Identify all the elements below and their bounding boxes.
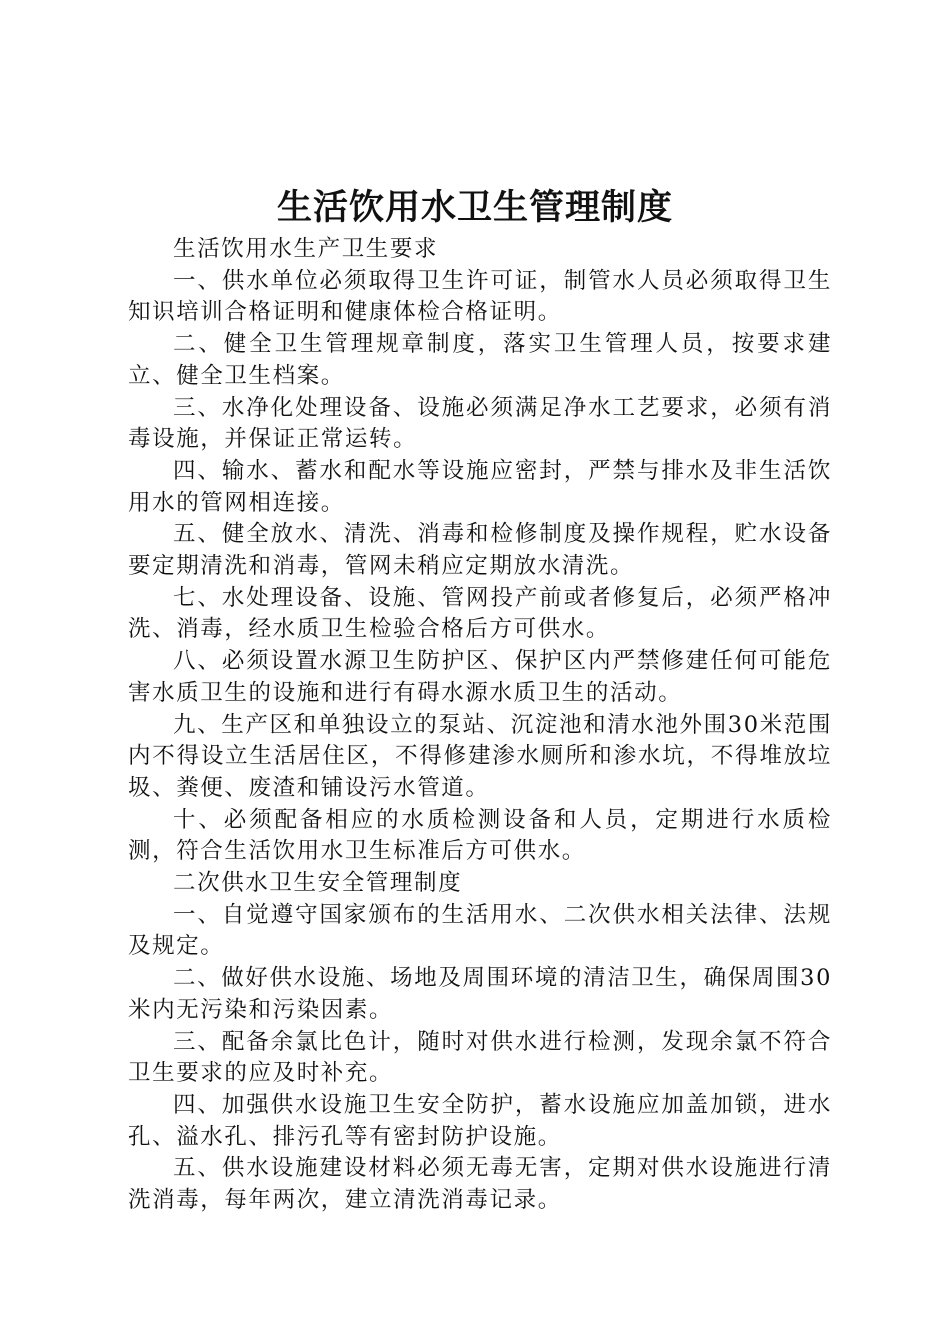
- section1-item-1: 一、供水单位必须取得卫生许可证，制管水人员必须取得卫生知识培训合格证明和健康体检合格证明。: [128, 267, 832, 326]
- section-heading-secondary-supply: 二次供水卫生安全管理制度: [173, 870, 463, 897]
- section-heading-drinking-water: 生活饮用水生产卫生要求: [173, 236, 439, 262]
- section1-item-10: 十、必须配备相应的水质检测设备和人员，定期进行水质检测，符合生活饮用水卫生标准后方可供水。: [128, 806, 832, 865]
- section1-item-9: 九、生产区和单独设立的泵站、沉淀池和清水池外围30米范围内不得设立生活居住区，不得修建渗水厕所和渗水坑，不得堆放垃圾、粪便、废渣和铺设污水管道。: [128, 711, 832, 801]
- section2-item-4: 四、加强供水设施卫生安全防护，蓄水设施应加盖加锁，进水孔、溢水孔、排污孔等有密封防护设施。: [128, 1091, 832, 1150]
- document-title: 生活饮用水卫生管理制度: [276, 187, 673, 228]
- section1-item-4: 四、输水、蓄水和配水等设施应密封，严禁与排水及非生活饮用水的管网相连接。: [128, 457, 832, 516]
- section1-item-5: 五、健全放水、清洗、消毒和检修制度及操作规程，贮水设备要定期清洗和消毒，管网未稍应定期放水清洗。: [128, 521, 832, 580]
- document-body: [128, 234, 832, 1217]
- section2-item-1: 一、自觉遵守国家颁布的生活用水、二次供水相关法律、法规及规定。: [128, 901, 832, 960]
- section1-item-8: 八、必须设置水源卫生防护区、保护区内严禁修建任何可能危害水质卫生的设施和进行有碍水源水质卫生的活动。: [128, 648, 832, 706]
- section1-item-3: 三、水净化处理设备、设施必须满足净水工艺要求，必须有消毒设施，并保证正常运转。: [128, 394, 832, 453]
- section2-item-2: 二、做好供水设施、场地及周围环境的清洁卫生，确保周围30米内无污染和污染因素。: [128, 965, 832, 1023]
- section1-item-7: 七、水处理设备、设施、管网投产前或者修复后，必须严格冲洗、消毒，经水质卫生检验合格后方可供水。: [128, 584, 832, 643]
- section2-item-5: 五、供水设施建设材料必须无毒无害，定期对供水设施进行清洗消毒，每年两次，建立清洗消毒记录。: [128, 1155, 832, 1214]
- section1-item-2: 二、健全卫生管理规章制度，落实卫生管理人员，按要求建立、健全卫生档案。: [128, 331, 832, 389]
- section2-item-3: 三、配备余氯比色计，随时对供水进行检测，发现余氯不符合卫生要求的应及时补充。: [128, 1028, 832, 1087]
